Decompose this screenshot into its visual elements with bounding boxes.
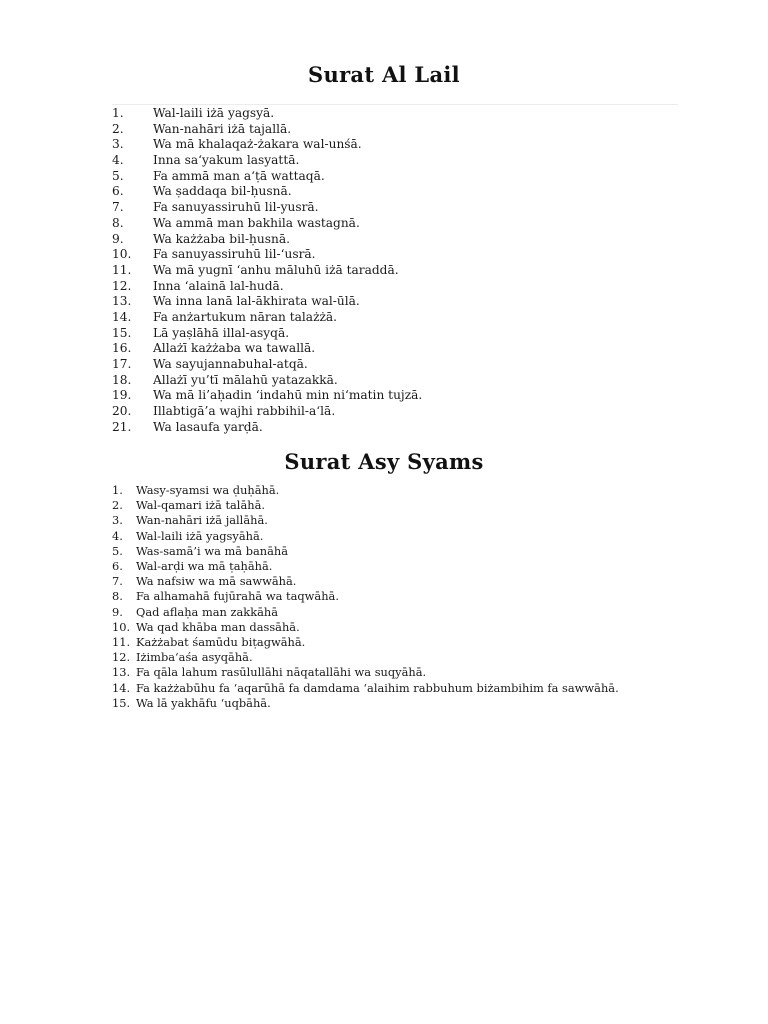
verse-text: Inna ‘alainā lal-hudā. — [153, 278, 284, 293]
verse-text: Wa lasaufa yarḍā. — [153, 419, 263, 434]
verse-number: 12. — [112, 278, 132, 293]
verse-number: 12. — [112, 650, 131, 665]
verse-number: 11. — [112, 635, 131, 650]
verse-item — [112, 574, 672, 589]
verse-item — [112, 404, 692, 420]
verse-item — [112, 665, 672, 680]
verse-item — [112, 341, 692, 357]
verse-text: Wa mā li’aḥadin ‘indahū min ni‘matin tujzā. — [153, 388, 423, 403]
verse-text: Fa ammā man a‘ṭā wattaqā. — [153, 168, 325, 183]
verse-number: 16. — [112, 341, 132, 356]
verse-item — [112, 544, 672, 559]
section-title-asy-syams: Surat Asy Syams — [284, 449, 484, 474]
verse-text: Wa qad khāba man dassāhā. — [136, 619, 300, 634]
verse-list-al-lail — [112, 106, 692, 435]
verse-item — [112, 420, 692, 436]
verse-text: Wal-laili iżā yagsyā. — [153, 106, 275, 120]
verse-item — [112, 513, 672, 528]
verse-text: Fa alhamahā fujūrahā wa taqwāhā. — [136, 589, 339, 604]
verse-text: Iżimba‘aśa asyqāhā. — [136, 650, 253, 665]
verse-item — [112, 620, 672, 635]
verse-text: Allażī każżaba wa tawallā. — [153, 341, 316, 356]
verse-item — [112, 635, 672, 650]
verse-number: 19. — [112, 388, 132, 403]
verse-text: Fa qāla lahum rasūlullāhi nāqatallāhi wa suqyāhā. — [136, 665, 427, 680]
verse-item — [112, 605, 672, 620]
verse-item — [112, 483, 672, 498]
verse-number: 8. — [112, 215, 124, 230]
verse-number: 15. — [112, 695, 131, 710]
verse-number: 1. — [112, 483, 123, 497]
verse-item — [112, 681, 672, 696]
verse-text: Wa nafsiw wa mā sawwāhā. — [136, 574, 297, 589]
verse-number: 13. — [112, 294, 132, 309]
verse-number: 2. — [112, 121, 124, 136]
verse-text: Wa ammā man bakhila wastagnā. — [153, 215, 360, 230]
verse-item — [112, 122, 692, 138]
verse-number: 21. — [112, 419, 132, 434]
verse-number: 1. — [112, 106, 124, 120]
verse-number: 4. — [112, 528, 123, 543]
verse-item — [112, 200, 692, 216]
verse-item — [112, 232, 692, 248]
verse-number: 14. — [112, 680, 131, 695]
verse-text: Wasy-syamsi wa ḍuḥāhā. — [136, 483, 280, 497]
verse-text: Fa sanuyassiruhū lil-yusrā. — [153, 200, 319, 215]
verse-text: Wal-arḍi wa mā ṭaḥāhā. — [136, 559, 273, 574]
verse-item — [112, 310, 692, 326]
verse-number: 2. — [112, 498, 123, 513]
verse-item — [112, 169, 692, 185]
verse-text: Wa sayujannabuhal-atqā. — [153, 357, 308, 371]
verse-text: Fa każżabūhu fa ‘aqarūhā fa damdama ‘alaihim rabbuhum biżambihim fa sawwāhā. — [136, 680, 619, 695]
verse-text: Allażī yu’tī mālahū yatazakkā. — [153, 372, 338, 387]
verse-number: 9. — [112, 604, 123, 619]
verse-item — [112, 153, 692, 169]
verse-item — [112, 357, 692, 373]
verse-number: 3. — [112, 513, 123, 528]
verse-text: Wa ṣaddaqa bil-ḥusnā. — [153, 184, 292, 199]
verse-number: 20. — [112, 404, 132, 419]
verse-item — [112, 279, 692, 295]
verse-text: Illabtigā’a wajhi rabbihil-a‘lā. — [153, 404, 336, 419]
verse-text: Wa mā yugnī ‘anhu māluhū iżā taraddā. — [153, 262, 399, 277]
verse-number: 7. — [112, 574, 123, 589]
verse-item — [112, 263, 692, 279]
verse-text: Wa każżaba bil-ḥusnā. — [153, 231, 290, 246]
verse-text: Wa lā yakhāfu ‘uqbāhā. — [136, 695, 271, 710]
verse-text: Lā yaṣlāhā illal-asyqā. — [153, 325, 290, 340]
verse-number: 5. — [112, 168, 124, 183]
verse-text: Wa mā khalaqaż-żakara wal-unśā. — [153, 137, 362, 152]
verse-text: Wan-nahāri iżā jallāhā. — [136, 513, 268, 528]
verse-text: Wan-nahāri iżā tajallā. — [153, 121, 292, 136]
verse-number: 10. — [112, 247, 132, 262]
section-title-al-lail: Surat Al Lail — [308, 62, 460, 87]
verse-text: Qad aflaḥa man zakkāhā — [136, 604, 279, 619]
verse-item — [112, 589, 672, 604]
verse-number: 9. — [112, 231, 124, 246]
verse-text: Fa sanuyassiruhū lil-‘usrā. — [153, 247, 316, 262]
verse-item — [112, 696, 672, 711]
verse-text: Wal-laili iżā yagsyāhā. — [136, 528, 264, 543]
verse-number: 18. — [112, 372, 132, 387]
verse-text: Was-samā’i wa mā banāhā — [136, 543, 289, 558]
verse-item — [112, 650, 672, 665]
verse-item — [112, 498, 672, 513]
verse-text: Każżabat śamūdu biṭagwāhā. — [136, 635, 306, 650]
verse-number: 6. — [112, 184, 124, 199]
verse-item — [112, 137, 692, 153]
verse-item — [112, 106, 692, 122]
verse-item — [112, 529, 672, 544]
verse-item — [112, 247, 692, 263]
verse-item — [112, 216, 692, 232]
verse-item — [112, 326, 692, 342]
verse-number: 13. — [112, 665, 131, 680]
verse-number: 11. — [112, 262, 132, 277]
verse-item — [112, 388, 692, 404]
verse-item — [112, 294, 692, 310]
verse-text: Fa anżartukum nāran talażżā. — [153, 309, 338, 324]
verse-number: 8. — [112, 589, 123, 604]
verse-item — [112, 184, 692, 200]
verse-number: 6. — [112, 559, 123, 574]
verse-number: 3. — [112, 137, 124, 152]
verse-text: Wal-qamari iżā talāhā. — [136, 498, 265, 513]
title-divider — [112, 104, 678, 105]
verse-list-asy-syams — [112, 483, 672, 711]
verse-number: 10. — [112, 619, 131, 634]
verse-number: 4. — [112, 153, 124, 168]
verse-number: 14. — [112, 309, 132, 324]
verse-item — [112, 559, 672, 574]
verse-item — [112, 373, 692, 389]
verse-number: 15. — [112, 325, 132, 340]
verse-number: 17. — [112, 357, 132, 371]
verse-number: 5. — [112, 543, 123, 558]
verse-text: Inna sa‘yakum lasyattā. — [153, 153, 300, 168]
verse-text: Wa inna lanā lal-ākhirata wal-ūlā. — [153, 294, 360, 309]
verse-number: 7. — [112, 200, 124, 215]
